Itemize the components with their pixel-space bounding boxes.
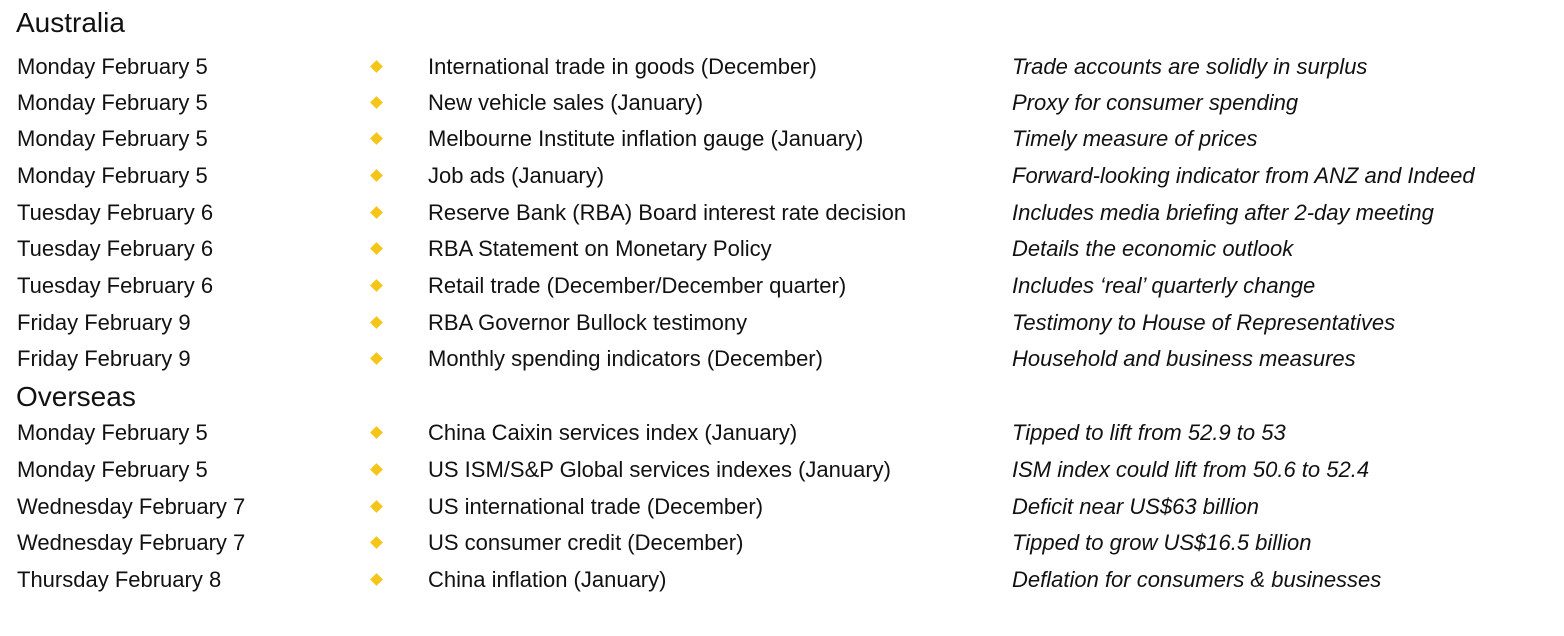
row-event: US consumer credit (December) bbox=[428, 530, 744, 555]
row-date: Monday February 5 bbox=[17, 420, 208, 445]
diamond-bullet-icon bbox=[370, 352, 383, 365]
row-note: Timely measure of prices bbox=[1012, 126, 1258, 151]
row-event: China Caixin services index (January) bbox=[428, 420, 798, 445]
diamond-bullet-icon bbox=[370, 206, 383, 219]
row-date: Monday February 5 bbox=[17, 163, 208, 188]
row-note: Details the economic outlook bbox=[1012, 236, 1294, 261]
calendar-row bbox=[0, 341, 1564, 377]
row-event: China inflation (January) bbox=[428, 567, 667, 592]
calendar-row bbox=[0, 195, 1564, 231]
row-date: Friday February 9 bbox=[17, 346, 191, 371]
row-event: Melbourne Institute inflation gauge (January) bbox=[428, 126, 864, 151]
row-date: Monday February 5 bbox=[17, 54, 208, 79]
row-date: Wednesday February 7 bbox=[17, 530, 246, 555]
row-note: Deflation for consumers & businesses bbox=[1012, 567, 1382, 592]
calendar-row bbox=[0, 452, 1564, 488]
calendar-row bbox=[0, 49, 1564, 85]
row-event: US international trade (December) bbox=[428, 494, 764, 519]
row-date: Monday February 5 bbox=[17, 457, 208, 482]
calendar-row bbox=[0, 158, 1564, 194]
diamond-bullet-icon bbox=[370, 279, 383, 292]
calendar-row bbox=[0, 489, 1564, 525]
row-event: Job ads (January) bbox=[428, 163, 605, 188]
row-date: Monday February 5 bbox=[17, 90, 208, 115]
calendar-row bbox=[0, 231, 1564, 267]
diamond-bullet-icon bbox=[370, 573, 383, 586]
row-note: Forward-looking indicator from ANZ and Indeed bbox=[1012, 163, 1475, 188]
row-date: Tuesday February 6 bbox=[17, 273, 214, 298]
diamond-bullet-icon bbox=[370, 316, 383, 329]
row-event: RBA Statement on Monetary Policy bbox=[428, 236, 772, 261]
row-note: Testimony to House of Representatives bbox=[1012, 310, 1396, 335]
row-note: Trade accounts are solidly in surplus bbox=[1012, 54, 1368, 79]
diamond-bullet-icon bbox=[370, 132, 383, 145]
diamond-bullet-icon bbox=[370, 426, 383, 439]
row-note: Deficit near US$63 billion bbox=[1012, 494, 1260, 519]
row-note: Includes ‘real’ quarterly change bbox=[1012, 273, 1316, 298]
row-date: Thursday February 8 bbox=[17, 567, 222, 592]
row-note: Includes media briefing after 2-day meeting bbox=[1012, 200, 1434, 225]
calendar-row bbox=[0, 415, 1564, 451]
calendar-row bbox=[0, 305, 1564, 341]
row-event: Monthly spending indicators (December) bbox=[428, 346, 823, 371]
row-event: Retail trade (December/December quarter) bbox=[428, 273, 847, 298]
row-note: Tipped to grow US$16.5 billion bbox=[1012, 530, 1312, 555]
row-note: Tipped to lift from 52.9 to 53 bbox=[1012, 420, 1286, 445]
row-note: Household and business measures bbox=[1012, 346, 1356, 371]
diamond-bullet-icon bbox=[370, 60, 383, 73]
calendar-row bbox=[0, 121, 1564, 157]
row-date: Tuesday February 6 bbox=[17, 200, 214, 225]
row-date: Monday February 5 bbox=[17, 126, 208, 151]
section-title-australia: Australia bbox=[16, 7, 125, 38]
row-date: Tuesday February 6 bbox=[17, 236, 214, 261]
calendar-row bbox=[0, 525, 1564, 561]
row-note: ISM index could lift from 50.6 to 52.4 bbox=[1012, 457, 1370, 482]
section-title-overseas: Overseas bbox=[16, 381, 136, 412]
diamond-bullet-icon bbox=[370, 242, 383, 255]
diamond-bullet-icon bbox=[370, 500, 383, 513]
diamond-bullet-icon bbox=[370, 169, 383, 182]
row-event: RBA Governor Bullock testimony bbox=[428, 310, 748, 335]
calendar-row bbox=[0, 85, 1564, 121]
row-event: Reserve Bank (RBA) Board interest rate decision bbox=[428, 200, 907, 225]
row-event: US ISM/S&P Global services indexes (January) bbox=[428, 457, 891, 482]
calendar-row bbox=[0, 268, 1564, 304]
row-date: Wednesday February 7 bbox=[17, 494, 246, 519]
diamond-bullet-icon bbox=[370, 536, 383, 549]
row-event: New vehicle sales (January) bbox=[428, 90, 704, 115]
calendar-row bbox=[0, 562, 1564, 598]
row-event: International trade in goods (December) bbox=[428, 54, 817, 79]
row-date: Friday February 9 bbox=[17, 310, 191, 335]
diamond-bullet-icon bbox=[370, 463, 383, 476]
diamond-bullet-icon bbox=[370, 96, 383, 109]
row-note: Proxy for consumer spending bbox=[1012, 90, 1299, 115]
